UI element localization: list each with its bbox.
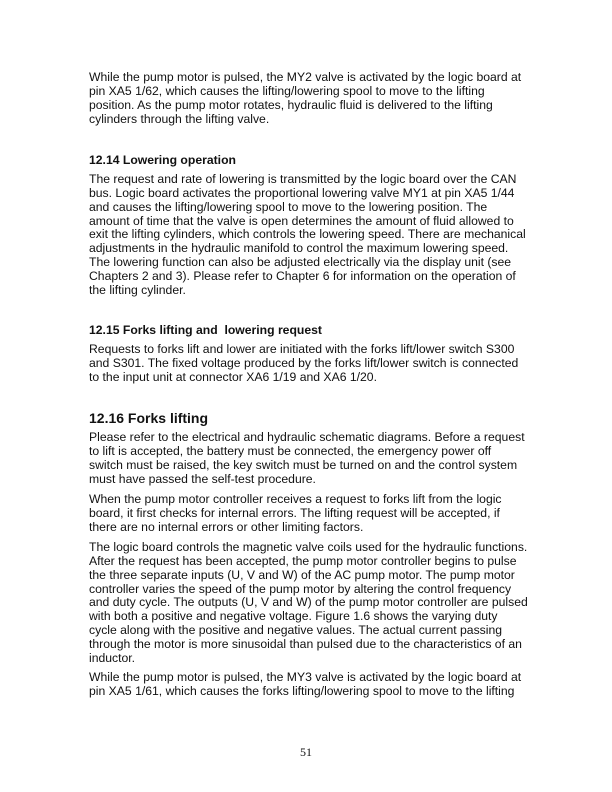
paragraph-lifting-valve [89, 71, 559, 126]
text-line: While the pump motor is pulsed, the MY2 valve is activated by the logic board at [89, 70, 522, 84]
text-line: exit the lifting cylinders, which controls the lowering speed. There are mechanical [89, 227, 526, 242]
text-line: to lift is accepted, the battery must be connected, the emergency power off [89, 443, 492, 458]
text-line: through the motor is more sinusoidal than pulsed due to the characteristics of an [89, 636, 522, 651]
text-line: The request and rate of lowering is transmitted by the logic board over the CAN [89, 172, 517, 186]
text-line: When the pump motor controller receives a request to forks lift from the logic [89, 492, 502, 506]
text-line: the three separate inputs (U, V and W) of the AC pump motor. The pump motor [89, 567, 515, 582]
text-line: the lifting cylinder. [89, 282, 186, 297]
heading-12-15: 12.15 Forks lifting and lowering request [89, 323, 322, 337]
text-line: pin XA5 1/61, which causes the forks lifting/lowering spool to move to the lifting [89, 683, 515, 698]
text-line: bus. Logic board activates the proportional lowering valve MY1 at pin XA5 1/44 [89, 185, 515, 200]
text-line: must have passed the self-test procedure. [89, 471, 316, 486]
paragraph-forks-request [89, 343, 559, 385]
paragraph-lowering-operation [89, 173, 559, 298]
heading-12-14: 12.14 Lowering operation [89, 153, 236, 167]
text-line: and causes the lifting/lowering spool to move to the lowering position. The [89, 199, 488, 214]
heading-12-16: 12.16 Forks lifting [89, 410, 209, 426]
paragraph-controller-checks [89, 493, 559, 535]
text-line: While the pump motor is pulsed, the MY3 valve is activated by the logic board at [89, 670, 522, 684]
text-line: amount of time that the valve is open determines the amount of fluid allowed to [89, 213, 514, 228]
text-line: The logic board controls the magnetic valve coils used for the hydraulic functions. [89, 540, 528, 554]
text-line: cycle along with the positive and negative values. The actual current passing [89, 623, 503, 638]
text-line: Please refer to the electrical and hydraulic schematic diagrams. Before a request [89, 430, 525, 444]
text-line: and S301. The fixed voltage produced by the forks lift/lower switch is connected [89, 355, 519, 370]
text-line: switch must be raised, the key switch must be turned on and the control system [89, 457, 518, 472]
text-line: Requests to forks lift and lower are initiated with the forks lift/lower switch S300 [89, 342, 515, 356]
text-line: position. As the pump motor rotates, hydraulic fluid is delivered to the lifting [89, 97, 493, 112]
text-line: After the request has been accepted, the pump motor controller begins to pulse [89, 553, 517, 568]
text-line: The lowering function can also be adjusted electrically via the display unit (see [89, 255, 512, 270]
paragraph-forks-lifting-prereqs [89, 431, 559, 486]
paragraph-my3-valve [89, 671, 559, 699]
page-number: 51 [300, 745, 312, 759]
text-line: with both a positive and negative voltage. Figure 1.6 shows the varying duty [89, 609, 498, 624]
text-line: cylinders through the lifting valve. [89, 111, 270, 126]
paragraph-valve-coils [89, 541, 559, 666]
text-line: controller varies the speed of the pump motor by altering the control frequency [89, 581, 512, 596]
text-line: board, it first checks for internal errors. The lifting request will be accepted, if [89, 505, 500, 520]
text-line: Chapters 2 and 3). Please refer to Chapter 6 for information on the operation of [89, 268, 516, 283]
text-line: pin XA5 1/62, which causes the lifting/lowering spool to move to the lifting [89, 83, 485, 98]
text-line: to the input unit at connector XA6 1/19 and XA6 1/20. [89, 369, 377, 384]
text-line: there are no internal errors or other limiting factors. [89, 519, 364, 534]
text-line: adjustments in the hydraulic manifold to control the maximum lowering speed. [89, 241, 509, 256]
text-line: inductor. [89, 650, 136, 665]
text-line: and duty cycle. The outputs (U, V and W) of the pump motor controller are pulsed [89, 595, 528, 610]
